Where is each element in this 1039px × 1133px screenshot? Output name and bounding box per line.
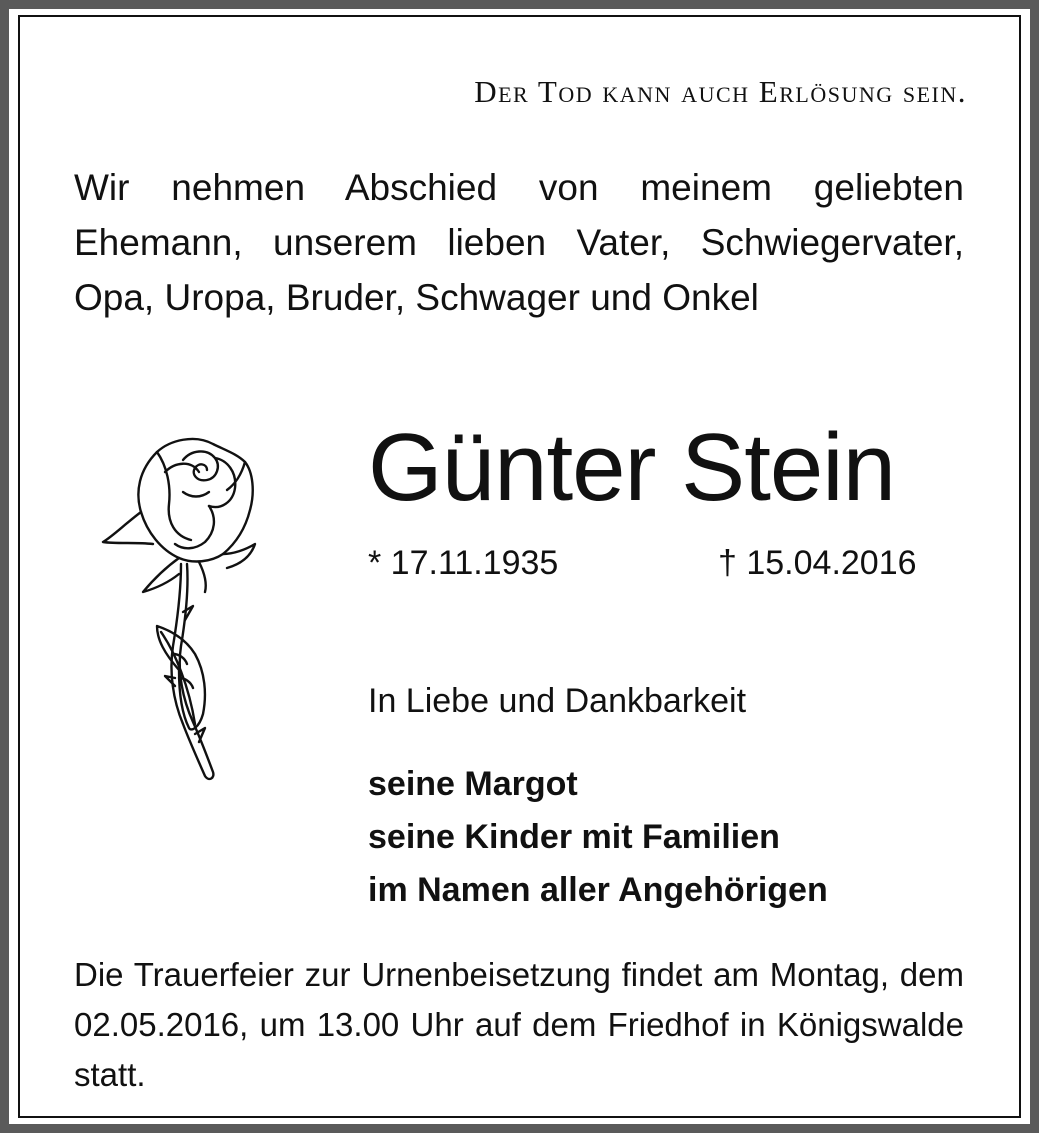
deceased-name: Günter Stein bbox=[368, 414, 895, 521]
mourner-line: seine Kinder mit Familien bbox=[368, 818, 780, 856]
mourner-line: seine Margot bbox=[368, 765, 578, 803]
death-date: † 15.04.2016 bbox=[718, 544, 917, 582]
mourners-list bbox=[368, 758, 828, 917]
rose-icon bbox=[95, 432, 270, 797]
ceremony-notice: Die Trauerfeier zur Urnenbeisetzung findet am Montag, dem 02.05.2016, um 13.00 Uhr auf dem Friedhof in Königswalde statt. bbox=[74, 956, 964, 1093]
motto: Der Tod kann auch Erlösung sein. bbox=[474, 74, 967, 109]
intro-text: Wir nehmen Abschied von meinem geliebten Ehemann, unserem lieben Vater, Schwiegervater, Opa, Uropa, Bruder, Schwager und Onkel bbox=[74, 167, 964, 318]
closing-line: In Liebe und Dankbarkeit bbox=[368, 682, 747, 720]
mourner-line: im Namen aller Angehörigen bbox=[368, 871, 828, 909]
birth-date: * 17.11.1935 bbox=[368, 544, 559, 582]
